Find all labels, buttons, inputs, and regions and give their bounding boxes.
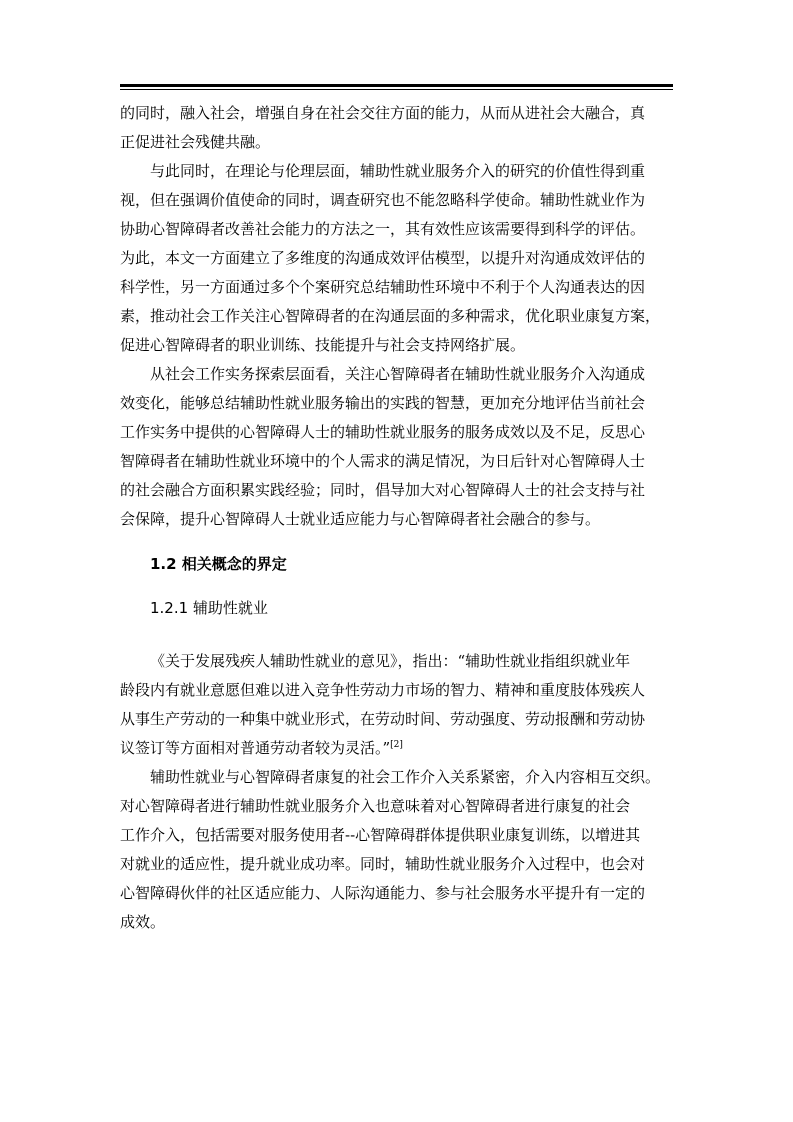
paragraph-2-line-7: 促进心智障碍者的职业训练、技能提升与社会支持网络扩展。 <box>120 336 526 354</box>
citation-marker: [2] <box>390 740 403 750</box>
paragraph-3-line-4: 智障碍者在辅助性就业环境中的个人需求的满足情况，为日后针对心智障碍人士 <box>120 452 646 470</box>
paragraph-3-line-6: 会保障，提升心智障碍人士就业适应能力与心智障碍者社会融合的参与。 <box>120 510 601 528</box>
paragraph-5-line-3: 工作介入，包括需要对服务使用者--心智障碍群体提供职业康复训练，以增进其 <box>120 826 641 844</box>
paragraph-3-line-5: 的社会融合方面积累实践经验；同时，倡导加大对心智障碍人士的社会支持与社 <box>120 481 646 499</box>
paragraph-5-line-6: 成效。 <box>120 913 166 931</box>
paragraph-2-line-3: 协助心智障碍者改善社会能力的方法之一，其有效性应该需要得到科学的评估。 <box>120 220 646 238</box>
paragraph-5-line-4: 对就业的适应性，提升就业成功率。同时，辅助性就业服务介入过程中，也会对 <box>120 855 646 873</box>
paragraph-4-line-3: 从事生产劳动的一种集中就业形式，在劳动时间、劳动强度、劳动报酬和劳动协 <box>120 710 646 728</box>
paragraph-2-line-1: 与此同时，在理论与伦理层面，辅助性就业服务介入的研究的价值性得到重 <box>150 162 646 180</box>
header-rule-thick <box>120 84 673 87</box>
paragraph-1-line-1: 的同时，融入社会，增强自身在社会交往方面的能力，从而从进社会大融合，真 <box>120 104 646 122</box>
paragraph-2-line-2: 视，但在强调价值使命的同时，调查研究也不能忽略科学使命。辅助性就业作为 <box>120 191 646 209</box>
paragraph-2-line-4: 为此，本文一方面建立了多维度的沟通成效评估模型，以提升对沟通成效评估的 <box>120 249 646 267</box>
paragraph-2-line-6: 素，推动社会工作关注心智障碍者的在沟通层面的多种需求，优化职业康复方案， <box>120 307 661 325</box>
paragraph-4-line-2: 龄段内有就业意愿但难以进入竞争性劳动力市场的智力、精神和重度肢体残疾人 <box>120 681 646 699</box>
paragraph-3-line-1: 从社会工作实务探索层面看，关注心智障碍者在辅助性就业服务介入沟通成 <box>150 365 646 383</box>
paragraph-3-line-2: 效变化，能够总结辅助性就业服务输出的实践的智慧，更加充分地评估当前社会 <box>120 394 646 412</box>
paragraph-5-line-2: 对心智障碍者进行辅助性就业服务介入也意味着对心智障碍者进行康复的社会 <box>120 797 631 815</box>
paragraph-5-line-5: 心智障碍伙伴的社区适应能力、人际沟通能力、参与社会服务水平提升有一定的 <box>120 884 646 902</box>
paragraph-4-line-4-text: 议签订等方面相对普通劳动者较为灵活。” <box>120 739 391 757</box>
paragraph-2-line-5: 科学性，另一方面通过多个个案研究总结辅助性环境中不利于个人沟通表达的因 <box>120 278 646 296</box>
paragraph-5-line-1: 辅助性就业与心智障碍者康复的社会工作介入关系紧密，介入内容相互交织。 <box>150 768 661 786</box>
paragraph-4-line-4 <box>120 738 680 758</box>
paragraph-3-line-3: 工作实务中提供的心智障碍人士的辅助性就业服务的服务成效以及不足，反思心 <box>120 423 646 441</box>
subsection-heading: 1.2.1 辅助性就业 <box>150 599 268 617</box>
header-rule-thin <box>120 89 673 90</box>
paragraph-4-line-1: 《关于发展残疾人辅助性就业的意见》，指出：“辅助性就业指组织就业年 <box>150 652 631 670</box>
section-heading: 1.2 相关概念的界定 <box>150 555 287 573</box>
paragraph-1-line-2: 正促进社会残健共融。 <box>120 133 271 151</box>
